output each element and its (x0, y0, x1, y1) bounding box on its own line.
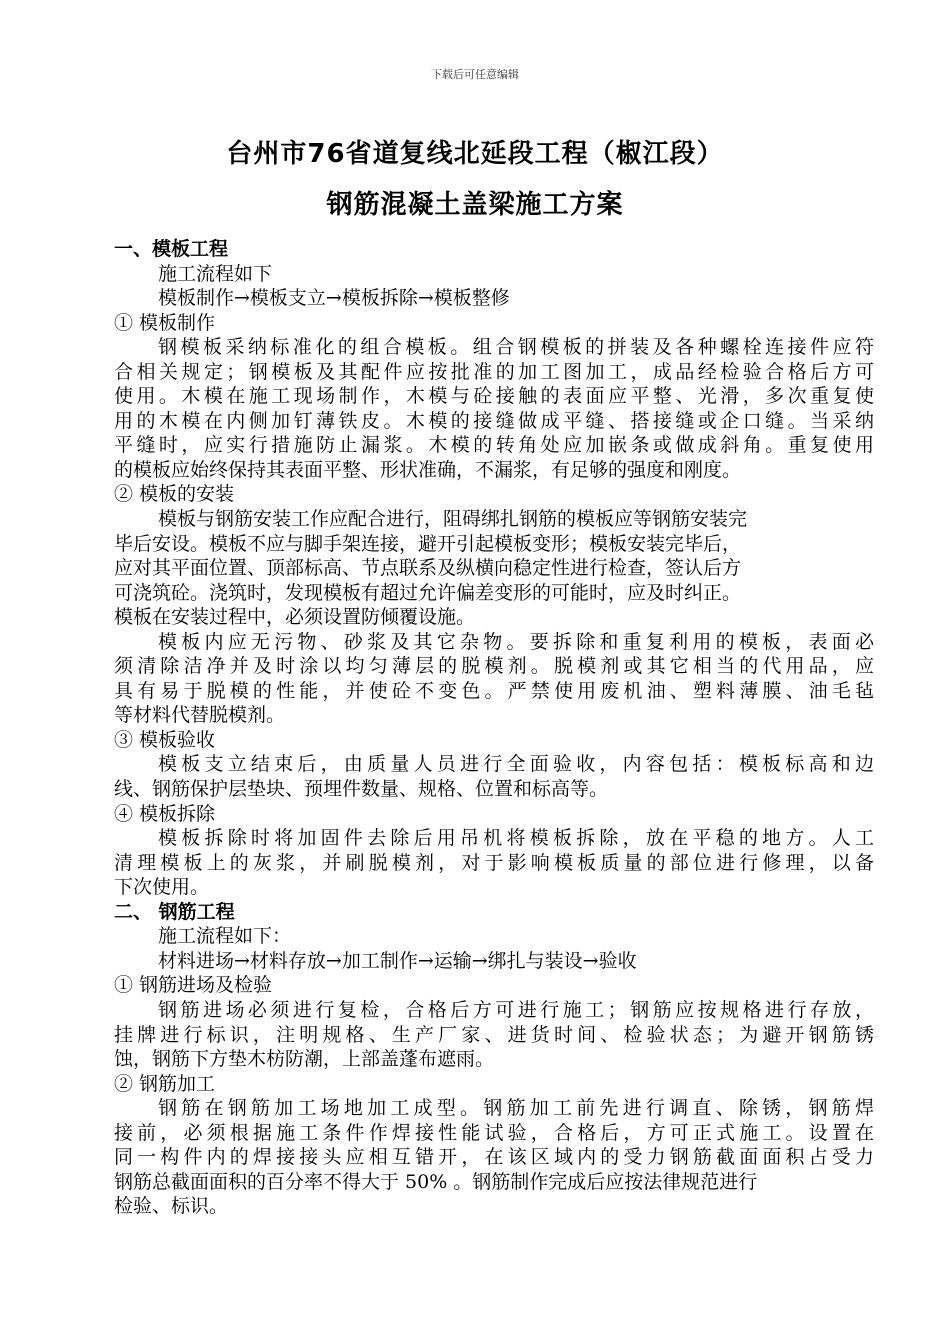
text-line: 毕后安设。模板不应与脚手架连接，避开引起模板变形；模板安装完毕后， (114, 532, 742, 555)
text-line: ① 模板制作 (114, 311, 216, 334)
text-line: 线、钢筋保护层垫块、预埋件数量、规格、位置和标高等。 (114, 778, 609, 801)
text-line: 材料进场→材料存放→加工制作→运输→绑扎与装设→验收 (158, 949, 637, 972)
text-line: 平缝时，应实行措施防止漏浆。木模的转角处应加嵌条或做成斜角。重复使用 (114, 434, 874, 457)
text-line: 钢筋进场必须进行复检，合格后方可进行施工；钢筋应按规格进行存放， (158, 998, 874, 1021)
text-line: 清理模板上的灰浆，并刷脱模剂，对于影响模板质量的部位进行修理，以备 (114, 851, 874, 874)
text-line: 同一构件内的焊接接头应相互错开，在该区域内的受力钢筋截面面积占受力 (114, 1146, 874, 1169)
text-line: 模板制作→模板支立→模板拆除→模板整修 (158, 287, 510, 310)
text-line: 的模板应始终保持其表面平整、形状准确，不漏浆，有足够的强度和刚度。 (114, 458, 742, 481)
text-line: ② 模板的安装 (114, 483, 235, 506)
text-line: 钢筋总截面面积的百分率不得大于 50% 。钢筋制作完成后应按法律规范进行 (114, 1170, 758, 1193)
text-line: 用的木模在内侧加钉薄铁皮。木模的接缝做成平缝、搭接缝或企口缝。当采纳 (114, 409, 874, 432)
text-line: 模板内应无污物、砂浆及其它杂物。要拆除和重复利用的模板，表面必 (158, 630, 874, 653)
text-line: 模板拆除时将加固件去除后用吊机将模板拆除，放在平稳的地方。人工 (158, 827, 874, 850)
text-line: 下次使用。 (114, 876, 210, 899)
text-line: 施工流程如下 (158, 262, 273, 285)
document-subtitle: 钢筋混凝土盖梁施工方案 (326, 190, 624, 220)
text-line: 模板支立结束后，由质量人员进行全面验收，内容包括：模板标高和边 (158, 753, 874, 776)
text-line: 具有易于脱模的性能，并使砼不变色。严禁使用废机油、塑料薄膜、油毛毡 (114, 679, 874, 702)
text-line: 模板与钢筋安装工作应配合进行，阻碍绑扎钢筋的模板应等钢筋安装完 (158, 508, 748, 531)
text-line: ④ 模板拆除 (114, 802, 216, 825)
text-line: 可浇筑砼。浇筑时，发现模板有超过允许偏差变形的可能时，应及时纠正。 (114, 581, 742, 604)
text-line: ② 钢筋加工 (114, 1072, 216, 1095)
section-heading: 二、 钢筋工程 (114, 900, 235, 923)
text-line: 须清除洁净并及时涂以均匀薄层的脱模剂。脱模剂或其它相当的代用品，应 (114, 655, 874, 678)
text-line: 钢筋在钢筋加工场地加工成型。钢筋加工前先进行调直、除锈，钢筋焊 (158, 1097, 874, 1120)
text-line: 使用。木模在施工现场制作，木模与砼接触的表面应平整、光滑，多次重复使 (114, 385, 874, 408)
header-note: 下载后可任意编辑 (431, 68, 519, 81)
document-body (114, 237, 874, 1219)
text-line: 接前，必须根据施工条件作焊接性能试验，合格后，方可正式施工。设置在 (114, 1121, 874, 1144)
document-title: 台州市76省道复线北延段工程（椒江段） (226, 139, 724, 169)
text-line: 施工流程如下： (158, 925, 292, 948)
text-line: 应对其平面位置、顶部标高、节点联系及纵横向稳定性进行检查，签认后方 (114, 557, 742, 580)
text-line: 检验、标识。 (114, 1195, 229, 1218)
text-line: 蚀，钢筋下方垫木枋防潮，上部盖蓬布遮雨。 (114, 1048, 495, 1071)
text-line: 等材料代替脱模剂。 (114, 704, 286, 727)
text-line: 模板在安装过程中，必须设置防倾覆设施。 (114, 606, 476, 629)
section-heading: 一、模板工程 (114, 238, 229, 260)
text-line: 合相关规定；钢模板及其配件应按批准的加工图加工，成品经检验合格后方可 (114, 360, 874, 383)
text-line: 挂牌进行标识，注明规格、生产厂家、进货时间、检验状态；为避开钢筋锈 (114, 1023, 874, 1046)
text-line: ③ 模板验收 (114, 728, 216, 751)
text-line: 钢模板采纳标准化的组合模板。组合钢模板的拼装及各种螺栓连接件应符 (158, 336, 874, 359)
text-line: ① 钢筋进场及检验 (114, 974, 273, 997)
